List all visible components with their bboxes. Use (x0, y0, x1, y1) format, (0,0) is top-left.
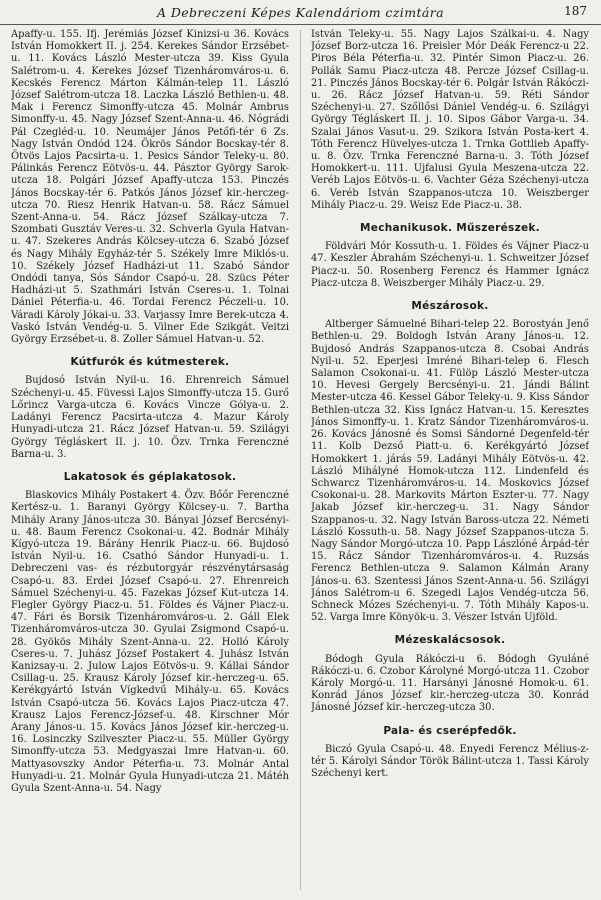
left-column-intro-text: Apaffy-u. 155. Ifj. Jerémiás József Kinizsi-u 36. Kovács István Homokkert II. j. 254. Kerekes Sándor Erzsébet-u. 11. Kovács László Mester-utcza 39. Kiss Gyula Salétrom-u. 4. Kerekes József Tizenháromváros-u. 6. Kecskés Ferencz Márton Kálmán-telep 11. László József Salétrom-utcza 18. Laczka László Bethlen-u. 48. Mak i Ferencz Simonffy-utcza 45. Molnár Ambrus Simonffy-u. 45. Nagy József Szent-Anna-u. 46. Nógrádi Pál Czegléd-u. 10. Neumájer János Petőfi-tér 6 Zs. Nagy István Ondód 124. Ökrös Sándor Bocskay-tér 8. Ötvös Lajos Pacsirta-u. 1. Pesics Sándor Teleky-u. 80. Pálinkás Ferencz Eötvös-u. 44. Pásztor György Sarok-utcza 18. Polgári József Apaffy-utcza 153. Pinczés János Bocskay-tér 6. Patkós János József kir.-herczeg-utcza 70. Riesz Henrik Hatvan-u. 58. Rácz Sámuel Szent-Anna-u. 54. Rácz József Szálkay-utcza 7. Szombati Gusztáv Veres-u. 32. Schverla Gyula Hatvan-u. 47. Szekeres András Kölcsey-utcza 6. Szabó József és Nagy Mihály Egyház-tér 5. Székely Imre Miklós-u. 10. Székely József Hadházi-ut 11. Szabó Sándor Ondódi tanya, Sós Sándor Csapó-u. 28. Szücs Péter Hadházi-ut 5. Szathmári István Cseres-u. 1. Tolnai Dániel Péterfia-u. 46. Tordai Ferencz Péczeli-u. 10. Váradi Károly Jókai-u. 33. Varjassy Imre Berek-utcza 4. Vaskó István Vendég-u. 5. Vilner Ede Szikgát. Veitzi György Erzsébet-u. 8. Zoller Sámuel Hatvan-u. 52. (11, 29, 289, 346)
page-header (0, 0, 601, 25)
section-title-kutfurok: Kútfurók és kútmesterek. (70, 356, 230, 369)
section-text-mezeskalacsosok: Bódogh Gyula Rákóczi-u 6. Bódogh Gyuláné Rákóczi-u. 6. Czobor Károlyné Morgó-utcza 11. Czobor Károly Morgó-u. 11. Harsányi Jánosné Homok-u. 61. Konrád János József kir.-herczeg-utcza 30. Konrád Jánosné József kir.-herczeg-utcza 30. (311, 653, 589, 714)
section-title-lakatosok: Lakatosok és géplakatosok. (63, 470, 237, 483)
header-title: A Debreczeni Képes Kalendáriom czimtára (157, 5, 444, 20)
section-text-kutfurok: Bujdosó István Nyil-u. 16. Ehrenreich Sámuel Széchenyi-u. 45. Füvessi Lajos Simonffy-utcza 15. Gurő Lőrincz Varga-utcza 6. Kovács Vincze Gólya-u. 2. Ladányi Ferencz Pacsirta-utcza 4. Mazur Károly Hunyadi-utcza 21. Rácz József Hatvan-u. 59. Szilágyi György Tégláskert II. j. 10. Özv. Trnka Ferenczné Barna-u. 3. (11, 375, 289, 460)
section-text-meszarosok: Altberger Sámuelné Bihari-telep 22. Borostyán Jenő Bethlen-u. 29. Boldogh István Arany János-u. 12. Bujdosó András Szappanos-utcza 8. Csobai András Nyil-u. 52. Eperjesi Imréné Bihari-telep 6. Flesch Salamon Csokonai-u. 41. Fülöp László Mester-utcza 10. Hevesi Gergely Bercsényi-u. 21. Jándi Bálint Mester-utcza 46. Kessel Gábor Teleky-u. 9. Kiss Sándor Bethlen-utcza 32. Kiss Ignácz Hatvan-u. 15. Keresztes János Simonffy-u. 1. Kratz Sándor Tizenháromváros-u. 26. Kovács Jánosné és Somsi Sándorné Degenfeld-tér 11. Kolb Dezső Piatt-u. 6. Kerékgyártó József Homokkert 1. járás 59. Ladányi Mihály Eötvös-u. 42. László Mihályné Homok-utcza 112. Lindenfeld és Schwarcz Tizenháromváros-u. 14. Moskovics József Csokonai-u. 28. Markovits Márton Eszter-u. 77. Nagy Jakab József kir.-herczeg-u. 31. Nagy Sándor Szappanos-u. 32. Nagy István Baross-utcza 22. Németi László Kossuth-u. 58. Nagy József Szappanos-utcza 5. Nagy Sándor Morgó-utcza 10. Papp Lászlóné Árpád-tér 15. Rácz Sándor Tizenháromváros-u. 4. Ruzsás Ferencz Bethlen-utcza 9. Salamon Kálmán Arany János-u. 63. Szentessi János Szent-Anna-u. 56. Szilágyi János Salétrom-u 6. Szegedi Lajos Vendég-utcza 56. Schneck Mózes Széchenyi-u. 7. Tóth Mihály Kapos-u. 52. Varga Imre Könyök-u. 3. Vészer István Ujföld. (311, 319, 589, 624)
section-title-mechanikusok: Mechanikusok. Műszerészek. (360, 222, 540, 235)
section-text-pala: Biczó Gyula Csapó-u. 48. Enyedi Ferencz Mélius-z-tér 5. Károlyi Sándor Török Bálint-utcza 1. Tassi Károly Széchenyi kert. (311, 743, 589, 780)
section-title-meszarosok: Mészárosok. (411, 300, 489, 313)
section-text-lakatosok: Blaskovics Mihály Postakert 4. Özv. Bőőr Ferenczné Kertész-u. 1. Baranyi György Kölcsey-u. 7. Bartha Mihály Arany János-utcza 30. Bányai József Bercsényi-u. 48. Baum Ferencz Csokonai-u. 42. Bodnár Mihály Kígyó-utcza 19. Bárány Henrik Piacz-u. 66. Bujdosó István Nyil-u. 16. Csathó Sándor Hunyadi-u. 1. Debreczeni vas- és rézbutorgyár részvénytársaság Csapó-u. 83. Erdei József Csapó-u. 27. Ehrenreich Sámuel Széchenyi-u. 45. Fazekas József Kut-utcza 14. Flegler György Piacz-u. 51. Földes és Vájner Piacz-u. 47. Fári és Borsik Tizenháromváros-u. 2. Gáll Elek Tizenháromváros-utcza 30. Gyulai Zsigmond Csapó-u. 28. Gyökös Mihály Szent-Anna-u. 22. Holló Károly Cseres-u. 7. Juhász József Postakert 4. Juhász István Kanizsay-u. 2. Julow Lajos Eötvös-u. 9. Kállai Sándor Csillag-u. 25. Krausz Károly József kir.-herczeg-u. 65. Kerékgyártó István Vígkedvű Mihály-u. 65. Kovács István Csapó-utcza 56. Kovács Lajos Piacz-utcza 47. Krausz Lajos Ferencz-József-u. 48. Kirschner Mór Arany János-u. 15. Kovács János József kir.-herczeg-u. 16. Losinczky Szilveszter Piacz-u. 55. Müller György Simonffy-utcza 53. Medgyaszai Imre Hatvan-u. 60. Mattyasovszky Andor Péterfia-u. 73. Molnár Antal Hunyadi-u. 21. Molnár Gyula Hunyadi-utcza 21. Mátéh Gyula Szent-Anna-u. 54. Nagy (11, 490, 289, 794)
right-column-intro-text: István Teleky-u. 55. Nagy Lajos Szálkai-u. 4. Nagy József Borz-utcza 16. Preisler Mór Deák Ferencz-u 22. Piros Béla Péterfia-u. 32. Pintér Simon Piacz-u. 26. Pollák Samu Piacz-utcza 48. Percze József Csillag-u. 21. Pinczés János Bocskay-tér 6. Polgár István Rákóczi-u. 26. Rácz József Hatvan-u. 59. Réti Sándor Széchenyi-u. 27. Szőllősi Dániel Vendég-u. 6. Szilágyi György Tégláskert II. j. 10. Sipos Gábor Varga-u. 34. Szalai János Vasut-u. 29. Szikora István Posta-kert 4. Tóth Ferencz Hüvelyes-utcza 1. Trnka Gottlieb Apaffy-u. 8. Özv. Trnka Ferenczné Barna-u. 3. Tóth József Homokkert-u. 111. Ujfalusi Gyula Meszena-utcza 22. Veréb Lajos Eötvös-u. 6. Vachter Géza Széchenyi-utcza 6. Veréb István Szappanos-utcza 10. Weiszberger Mihály Piacz-u. 29. Weisz Ede Piacz-u. 38. (311, 29, 589, 211)
left-column (11, 29, 289, 895)
page-number: 187 (564, 4, 587, 18)
section-title-pala: Pala- és cserépfedők. (383, 724, 517, 737)
section-title-mezeskalacsosok: Mézeskalácsosok. (394, 634, 506, 647)
section-text-mechanikusok: Földvári Mór Kossuth-u. 1. Földes és Vájner Piacz-u 47. Keszler Ábrahám Széchenyi-u. 1. Schweitzer József Piacz-u. 50. Rosenberg Ferencz és Hammer Ignácz Piacz-utcza 8. Weiszberger Mihály Piacz-u. 29. (311, 241, 589, 289)
right-column (311, 29, 589, 895)
column-divider (300, 30, 301, 890)
